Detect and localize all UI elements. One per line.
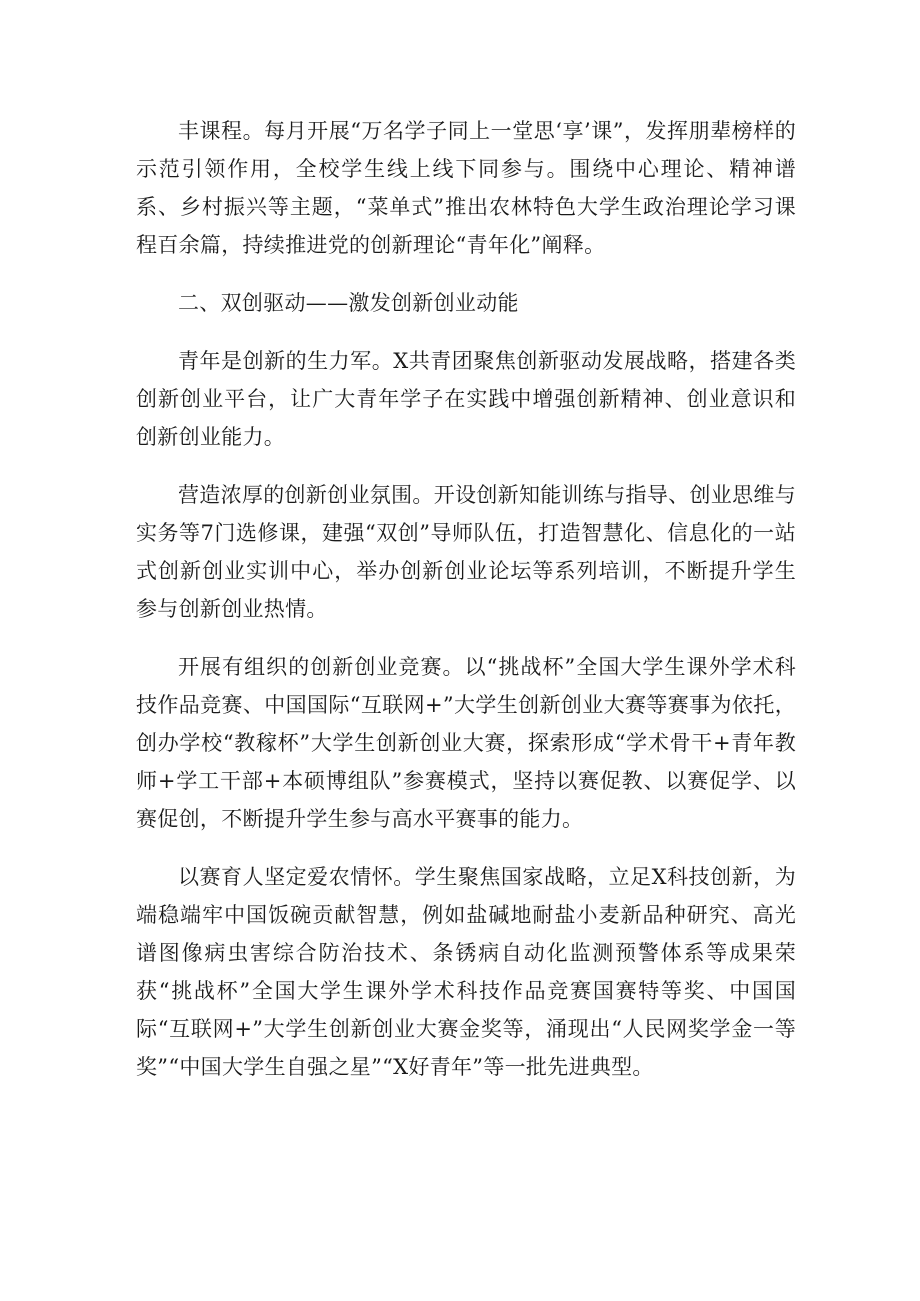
paragraph-atmosphere: 营造浓厚的创新创业氛围。开设创新知能训练与指导、创业思维与实务等7门选修课，建强“双创”导师队伍，打造智慧化、信息化的一站式创新创业实训中心，举办创新创业论坛等系列培训，不断提升学生参与创新创业热情。 <box>136 483 796 621</box>
paragraph-agriculture-spirit: 以赛育人坚定爱农情怀。学生聚焦国家战略，立足X科技创新，为端稳端牢中国饭碗贡献智慧，例如盐碱地耐盐小麦新品种研究、高光谱图像病虫害综合防治技术、条锈病自动化监测预警体系等成果荣获“挑战杯”全国大学生课外学术科技作品竞赛国赛特等奖、中国国际“互联网+”大学生创新创业大赛金奖等，涌现出“人民网奖学金一等奖”“中国大学生自强之星”“X好青年”等一批先进典型。 <box>136 865 796 1079</box>
section-heading-innovation: 二、双创驱动——激发创新创业动能 <box>178 291 519 315</box>
paragraph-course-continuation: 丰课程。每月开展“万名学子同上一堂思‘享’课”，发挥朋辈榜样的示范引领作用，全校学生线上线下同参与。围绕中心理论、精神谱系、乡村振兴等主题，“菜单式”推出农林特色大学生政治理论学习课程百余篇，持续推进党的创新理论“青年化”阐释。 <box>136 119 796 257</box>
paragraph-competitions: 开展有组织的创新创业竞赛。以“挑战杯”全国大学生课外学术科技作品竞赛、中国国际“互联网+”大学生创新创业大赛等赛事为依托，创办学校“教稼杯”大学生创新创业大赛，探索形成“学术骨干+青年教师+学工干部+本硕博组队”参赛模式，坚持以赛促教、以赛促学、以赛促创，不断提升学生参与高水平赛事的能力。 <box>136 655 796 831</box>
document-body <box>136 112 796 1106</box>
paragraph-innovation-intro: 青年是创新的生力军。X共青团聚焦创新驱动发展战略，搭建各类创新创业平台，让广大青年学子在实践中增强创新精神、创业意识和创新创业能力。 <box>136 349 796 449</box>
